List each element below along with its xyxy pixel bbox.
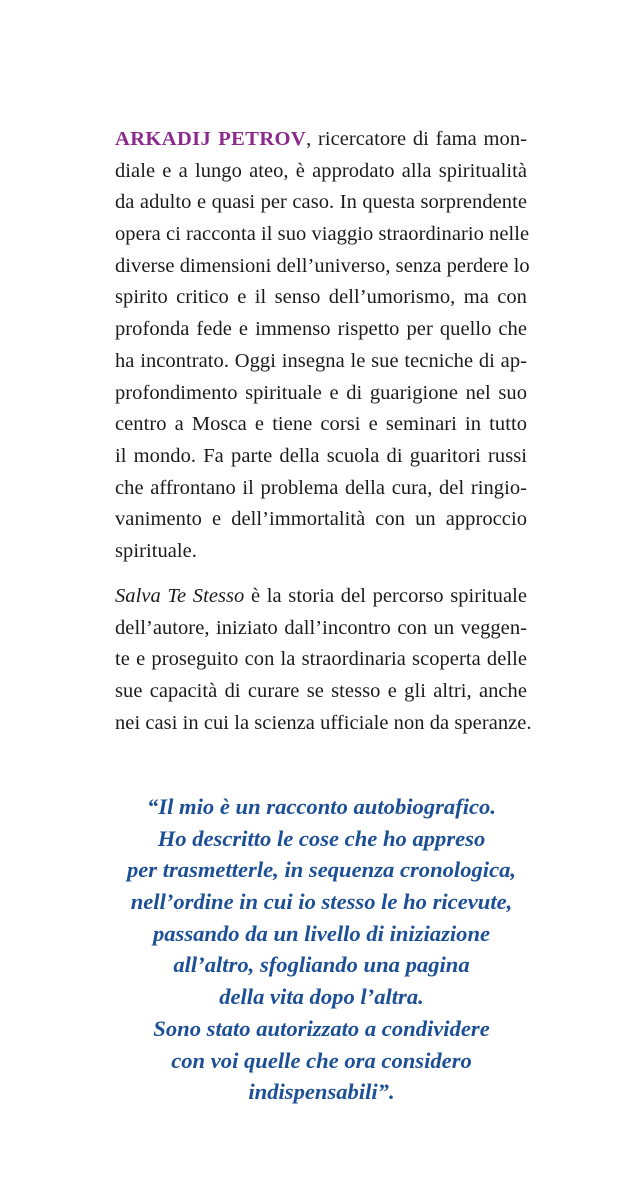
author-name: ARKADIJ PETROV	[115, 128, 307, 150]
description-line: te e proseguito con la straordinaria scoperta delle	[115, 648, 527, 671]
bio-line: spirituale.	[115, 539, 197, 562]
quote-line: della vita dopo l’altra.	[219, 984, 424, 1010]
quote-line: per trasmetterle, in sequenza cronologica,	[126, 857, 517, 883]
book-description	[115, 581, 532, 739]
bio-line: diverse dimensioni dell’universo, senza perdere lo	[115, 254, 530, 277]
bio-line: profonda fede e immenso rispetto per quello che	[115, 318, 527, 341]
bio-line: profondimento spirituale e di guarigione nel suo	[115, 381, 527, 404]
book-title: Salva Te Stesso	[115, 585, 245, 607]
author-biography	[115, 124, 530, 568]
bio-line: centro a Mosca e tiene corsi e seminari in tutto	[115, 413, 527, 436]
description-line: nei casi in cui la scienza ufficiale non da speranze.	[115, 711, 532, 734]
description-line: dell’autore, iniziato dall’incontro con un veggen-	[115, 616, 527, 639]
quote-line: passando da un livello di iniziazione	[152, 920, 491, 946]
bio-line: da adulto e quasi per caso. In questa sorprendente	[115, 191, 527, 214]
bio-line: spirito critico e il senso dell’umorismo, ma con	[115, 286, 527, 309]
bio-line: ha incontrato. Oggi insegna le sue tecniche di ap-	[115, 349, 527, 372]
bio-line: il mondo. Fa parte della scuola di guaritori russi	[115, 444, 527, 467]
bio-line: vanimento e dell’immortalità con un approccio	[115, 508, 527, 531]
quote-line: all’altro, sfogliando una pagina	[173, 952, 470, 978]
quote-line: con voi quelle che ora considero	[171, 1047, 472, 1073]
quote-line: nell’ordine in cui io stesso le ho ricevute,	[130, 889, 513, 915]
quote-line: indispensabili”.	[248, 1079, 395, 1105]
quote-line: Ho descritto le cose che ho appreso	[157, 825, 486, 851]
quote-line: “Il mio è un racconto autobiografico.	[147, 794, 496, 819]
description-line	[115, 581, 527, 613]
author-quote	[70, 791, 573, 1108]
bio-line-text: , ricercatore di fama mon-	[306, 128, 527, 150]
quote-line: Sono stato autorizzato a condividere	[153, 1015, 490, 1041]
bio-line: opera ci racconta il suo viaggio straordinario nelle	[115, 223, 530, 246]
description-line-text: è la storia del percorso spirituale	[244, 585, 527, 607]
bio-line	[115, 124, 527, 156]
bio-line: che affrontano il problema della cura, del ringio-	[115, 476, 527, 499]
description-line: sue capacità di curare se stesso e gli altri, anche	[115, 680, 527, 703]
bio-line: diale e a lungo ateo, è approdato alla spiritualità	[115, 159, 527, 182]
